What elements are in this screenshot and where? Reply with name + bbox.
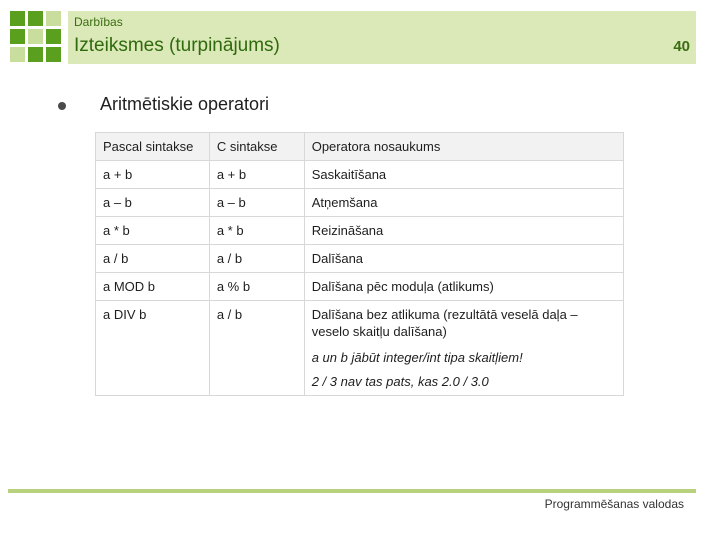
footer-band: [8, 489, 696, 493]
cell-c: a + b: [209, 161, 304, 189]
table-row: [96, 161, 624, 189]
table-row: [96, 245, 624, 273]
footer-text: Programmēšanas valodas: [544, 497, 684, 511]
cell-c: a % b: [209, 273, 304, 301]
table-row: [96, 217, 624, 245]
section-label: Darbības: [74, 15, 123, 29]
slide-title: Izteiksmes (turpinājums): [74, 35, 280, 56]
column-header-name: Operatora nosaukums: [304, 133, 623, 161]
column-header-c: C sintakse: [209, 133, 304, 161]
table-row: [96, 189, 624, 217]
column-header-pascal: Pascal sintakse: [96, 133, 210, 161]
cell-name: Saskaitīšana: [304, 161, 623, 189]
cell-name-text: Dalīšana bez atlikuma (rezultātā veselā daļa – veselo skaitļu dalīšana): [311, 307, 578, 339]
cell-pascal: a DIV b: [96, 301, 210, 396]
cell-name: Atņemšana: [304, 189, 623, 217]
cell-c: a / b: [209, 245, 304, 273]
bullet-dot-icon: [58, 102, 66, 110]
title-banner: [68, 11, 696, 64]
note-integer: a un b jābūt integer/int tipa skaitļiem!: [311, 350, 523, 365]
cell-pascal: a * b: [96, 217, 210, 245]
logo-grid-icon: [10, 11, 64, 65]
cell-pascal: a / b: [96, 245, 210, 273]
cell-pascal: a MOD b: [96, 273, 210, 301]
cell-pascal: a + b: [96, 161, 210, 189]
cell-pascal: a – b: [96, 189, 210, 217]
slide-header: [0, 0, 720, 64]
bullet-text: Aritmētiskie operatori: [100, 94, 270, 114]
table-row: [96, 301, 624, 396]
cell-c: a / b: [209, 301, 304, 396]
slide-number: 40: [673, 38, 690, 55]
cell-name: Dalīšana: [304, 245, 623, 273]
cell-name: Reizināšana: [304, 217, 623, 245]
cell-c: a * b: [209, 217, 304, 245]
note-division: 2 / 3 nav tas pats, kas 2.0 / 3.0: [311, 374, 489, 389]
cell-c: a – b: [209, 189, 304, 217]
operators-table: [95, 132, 624, 396]
cell-name: [304, 301, 623, 396]
table-header-row: [96, 133, 624, 161]
cell-name: Dalīšana pēc moduļa (atlikums): [304, 273, 623, 301]
table-row: [96, 273, 624, 301]
